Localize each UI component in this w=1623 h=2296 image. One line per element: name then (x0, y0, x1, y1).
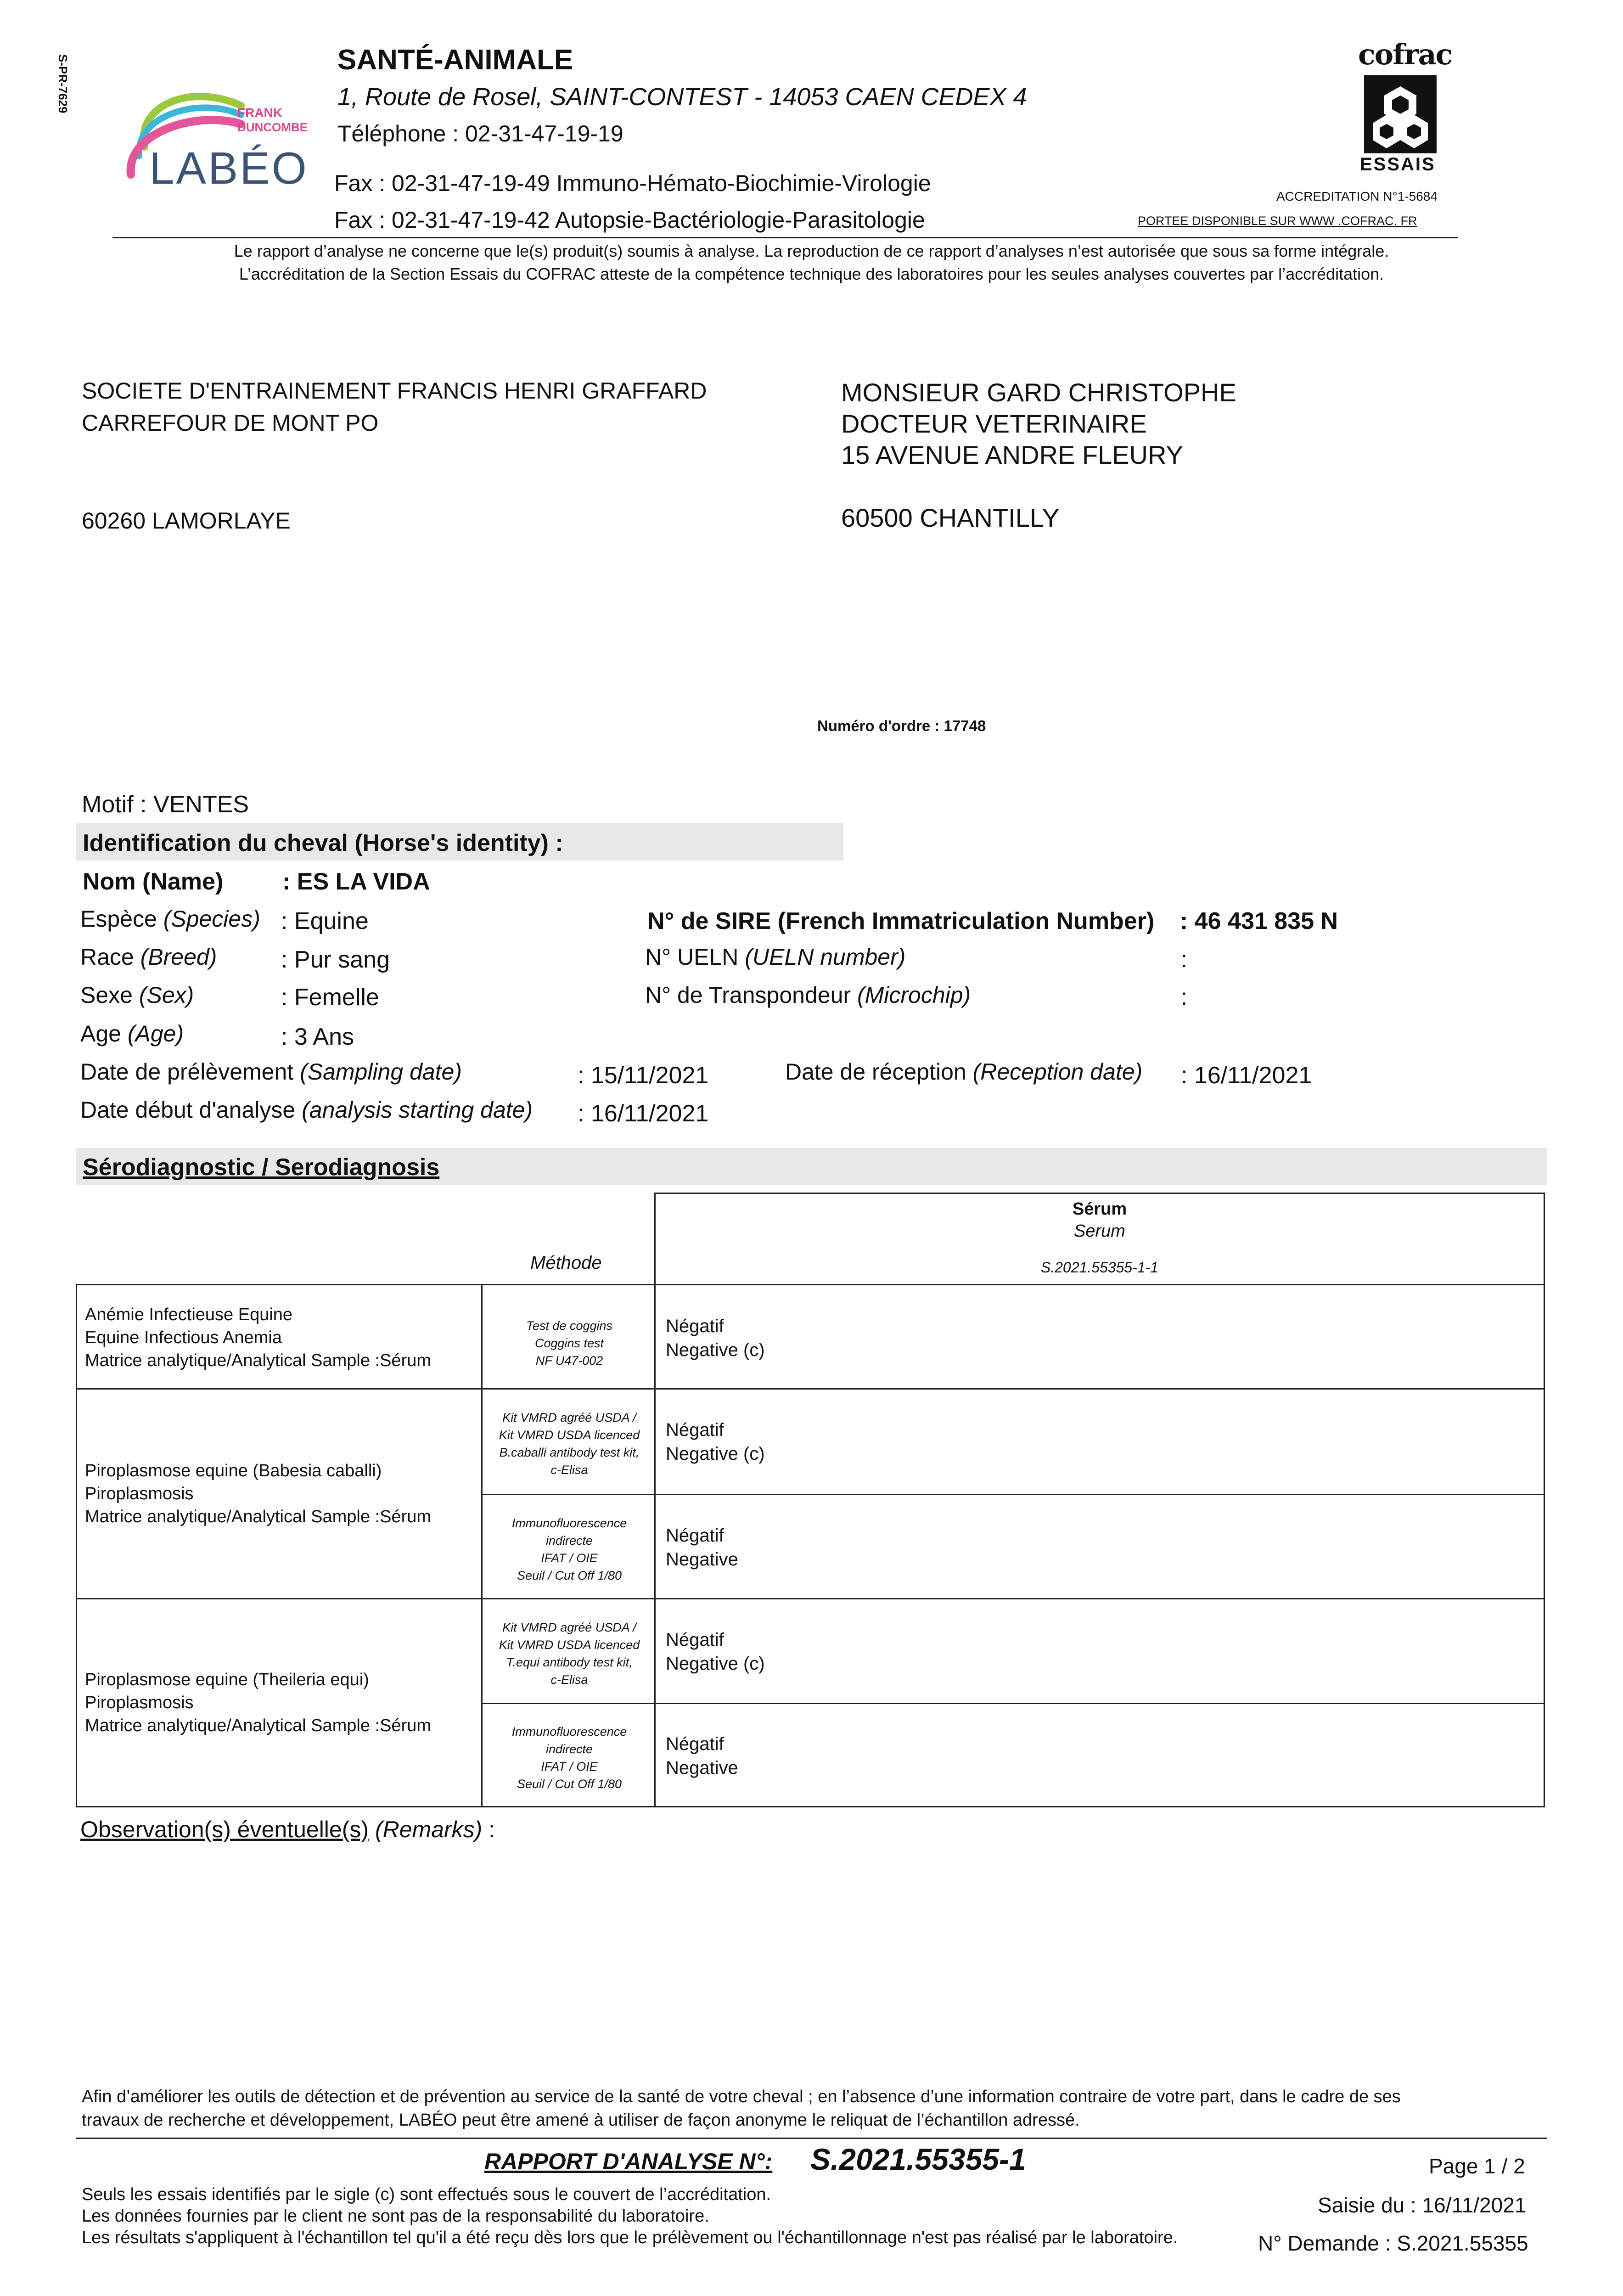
lab-address: 1, Route de Rosel, SAINT-CONTEST - 14053 CAEN CEDEX 4 (337, 83, 1027, 111)
disclaimer-line-2: L’accréditation de la Section Essais du COFRAC atteste de la compétence technique des laboratoires pour les seules analyses couvertes par l’accréditation. (239, 264, 1384, 283)
table-divider (481, 1703, 1545, 1704)
espece-value: : Equine (281, 908, 369, 934)
race-value: : Pur sang (281, 946, 390, 973)
transpondeur-value: : (1181, 984, 1187, 1010)
table-divider (76, 1388, 1545, 1390)
report-number-label: RAPPORT D'ANALYSE N°: (484, 2149, 773, 2174)
result-cell: Négatif Negative (c) (666, 1316, 765, 1360)
accreditation-number: ACCREDITATION N°1-5684 (1276, 189, 1438, 203)
nom-label: Nom (Name) (83, 868, 224, 895)
demande-number: N° Demande : S.2021.55355 (1258, 2231, 1528, 2255)
logo-text: LABÉO (149, 143, 309, 193)
table-row: Piroplasmose equine (Babesia caballi) Piroplasmosis Matrice analytique/Analytical Sample :Sérum (85, 1461, 432, 1526)
debut-analyse-value: : 16/11/2021 (578, 1100, 709, 1127)
age-value: : 3 Ans (281, 1024, 354, 1050)
methode-header: Méthode (530, 1253, 602, 1273)
reception-value: : 16/11/2021 (1181, 1062, 1312, 1089)
reception-label: Date de réception (Reception date) (785, 1059, 1143, 1085)
footer-note-1: Seuls les essais identifiés par le sigle (c) sont effectués sous le couvert de l’accréditation. (82, 2185, 771, 2204)
transpondeur-label: N° de Transpondeur (Microchip) (645, 982, 971, 1008)
portee-link[interactable]: PORTEE DISPONIBLE SUR WWW .COFRAC. FR (1138, 214, 1417, 228)
nom-value: : ES LA VIDA (282, 868, 430, 895)
document-code: S-PR-7629 (56, 54, 70, 113)
recipient-line-1: MONSIEUR GARD CHRISTOPHE (841, 378, 1236, 407)
logo-brand-2: DUNCOMBE (237, 120, 308, 134)
table-divider (481, 1494, 1545, 1495)
table-row: Piroplasmose equine (Theileria equi) Piroplasmosis Matrice analytique/Analytical Sample :Sérum (85, 1670, 432, 1735)
remarks-label: Observation(s) éventuelle(s) (Remarks) : (80, 1817, 495, 1842)
footer-note-2: Les données fournies par le client ne sont pas de la responsabilité du laboratoire. (82, 2206, 709, 2226)
recipient-line-3: 15 AVENUE ANDRE FLEURY (841, 440, 1183, 469)
client-city: 60260 LAMORLAYE (82, 508, 291, 534)
cofrac-essais: ESSAIS (1360, 154, 1436, 174)
table-row: Anémie Infectieuse Equine Equine Infectious Anemia Matrice analytique/Analytical Sample :Sérum (85, 1305, 432, 1370)
saisie-date: Saisie du : 16/11/2021 (1318, 2193, 1527, 2217)
result-cell: Négatif Negative (666, 1734, 738, 1778)
serum-column-subtitle: Serum (1074, 1221, 1125, 1241)
table-divider (76, 1598, 1545, 1599)
serodiagnostic-title: Sérodiagnostic / Serodiagnosis (83, 1154, 440, 1181)
prelevement-label: Date de prélèvement (Sampling date) (80, 1059, 462, 1085)
method-cell: Immunofluorescence indirecte IFAT / OIE Seuil / Cut Off 1/80 (511, 1725, 627, 1791)
client-line-1: SOCIETE D'ENTRAINEMENT FRANCIS HENRI GRAFFARD (82, 378, 707, 404)
result-cell: Négatif Negative (c) (666, 1420, 765, 1464)
sexe-value: : Femelle (281, 984, 379, 1011)
research-note-line-1: Afin d’améliorer les outils de détection et de prévention au service de la santé de votre cheval ; en l’absence d’une information contraire de votre part, dans le cadre de ses (82, 2087, 1401, 2106)
sire-value: : 46 431 835 N (1180, 908, 1338, 934)
motif: Motif : VENTES (82, 791, 249, 818)
ueln-label: N° UELN (UELN number) (645, 944, 906, 970)
prelevement-value: : 15/11/2021 (578, 1062, 709, 1089)
labeo-logo (117, 78, 328, 197)
header-divider (112, 237, 1458, 238)
lab-phone: Téléphone : 02-31-47-19-19 (337, 121, 623, 146)
method-cell: Kit VMRD agréé USDA / Kit VMRD USDA licenced T.equi antibody test kit, c-Elisa (499, 1621, 640, 1687)
cofrac-logo-text: cofrac (1358, 38, 1452, 71)
order-number: Numéro d'ordre : 17748 (817, 717, 986, 734)
sire-label: N° de SIRE (French Immatriculation Number) (647, 908, 1155, 934)
ueln-value: : (1181, 946, 1187, 972)
method-cell: Kit VMRD agréé USDA / Kit VMRD USDA licenced B.caballi antibody test kit, c-Elisa (499, 1411, 640, 1477)
page-number: Page 1 / 2 (1429, 2154, 1525, 2178)
result-cell: Négatif Negative (c) (666, 1630, 765, 1674)
sample-id: S.2021.55355-1-1 (1040, 1259, 1159, 1276)
disclaimer-line-1: Le rapport d’analyse ne concerne que le(s) produit(s) soumis à analyse. La reproduction de ce rapport d’analyses n’est autorisée que sous sa forme intégrale. (234, 242, 1389, 260)
client-line-2: CARREFOUR DE MONT PO (82, 410, 379, 436)
lab-fax-1: Fax : 02-31-47-19-49 Immuno-Hémato-Biochimie-Virologie (334, 170, 931, 196)
result-cell: Négatif Negative (666, 1525, 738, 1570)
lab-name: SANTÉ-ANIMALE (337, 44, 573, 76)
logo-brand-1: FRANK (237, 106, 282, 120)
footer-note-3: Les résultats s'appliquent à l'échantillon tel qu'il a été reçu dès lors que le prélèvement ou l'échantillonnage n'est pas réalisé par le laboratoire. (82, 2228, 1178, 2247)
age-label: Age (Age) (80, 1021, 184, 1047)
serum-column-title: Sérum (1072, 1199, 1127, 1219)
method-cell: Immunofluorescence indirecte IFAT / OIE Seuil / Cut Off 1/80 (511, 1516, 627, 1582)
debut-analyse-label: Date début d'analyse (analysis starting date) (80, 1097, 533, 1123)
espece-label: Espèce (Species) (80, 906, 260, 932)
lab-fax-2: Fax : 02-31-47-19-42 Autopsie-Bactériologie-Parasitologie (334, 207, 925, 233)
cofrac-hexagon-icon (1361, 73, 1439, 156)
recipient-city: 60500 CHANTILLY (841, 503, 1060, 532)
method-cell: Test de coggins Coggins test NF U47-002 (526, 1319, 613, 1367)
research-note-line-2: travaux de recherche et développement, LABÉO peut être amené à utiliser de façon anonyme le reliquat de l’échantillon adressé. (82, 2110, 1080, 2130)
identification-title: Identification du cheval (Horse's identity) : (83, 830, 563, 856)
table-divider (481, 1284, 483, 1807)
sexe-label: Sexe (Sex) (80, 982, 194, 1008)
report-number: S.2021.55355-1 (810, 2142, 1026, 2176)
recipient-line-2: DOCTEUR VETERINAIRE (841, 409, 1147, 438)
footer-divider (76, 2138, 1547, 2139)
race-label: Race (Breed) (80, 944, 217, 970)
